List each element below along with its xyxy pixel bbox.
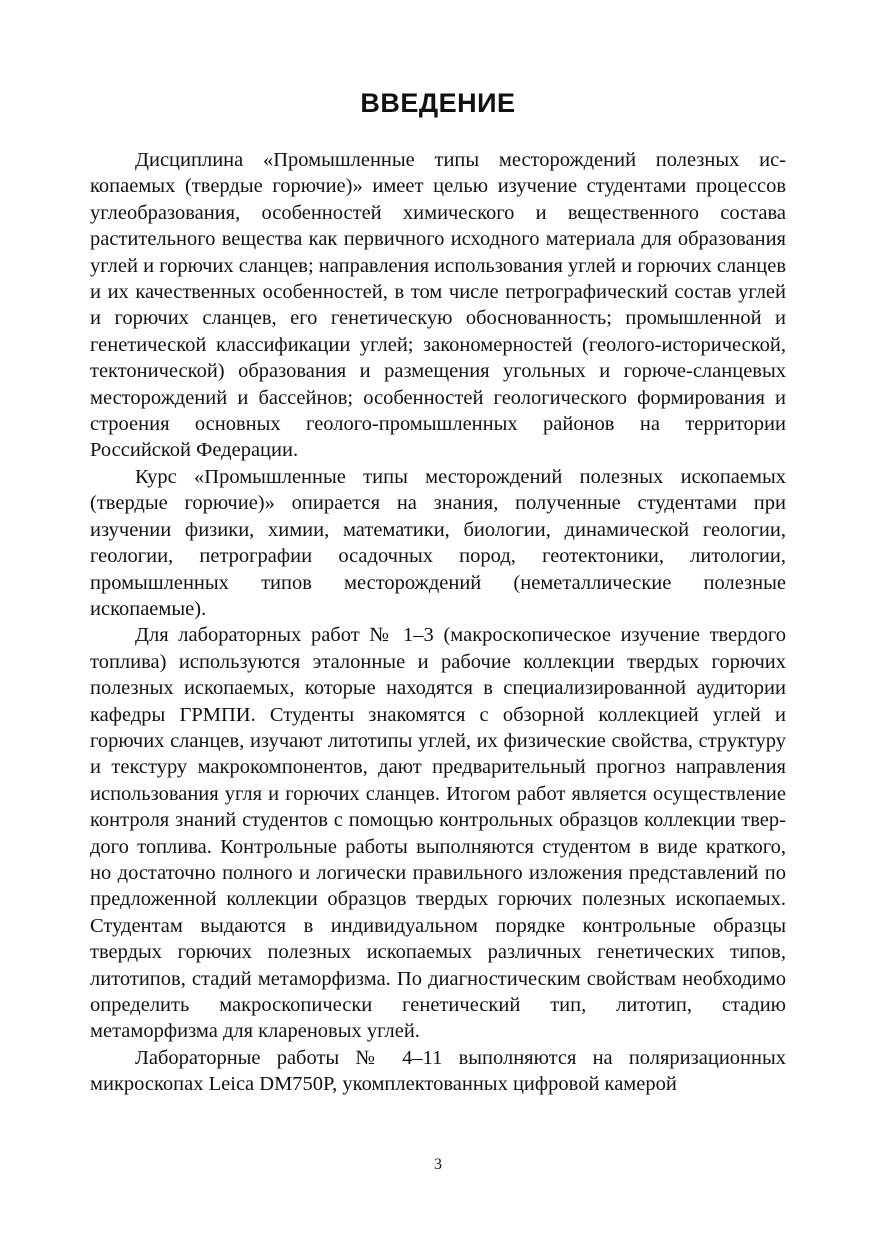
body-text — [90, 147, 786, 1098]
paragraph-labs-1-3: Для лабораторных работ № 1–3 (макроскопическое изучение твердого топлива) используются эталонные и рабочие коллекции твердых горючих полезных ископаемых, которые находятся в специализированной аудитории кафедры ГРМПИ. Студенты знакомятся с обзорной коллекцией углей и горючих сланцев, изучают литотипы углей, их физические свойства, структуру и текстуру макрокомпонентов, дают предварительный прогноз направления использования угля и горючих сланцев. Итогом работ является осуществление контроля знаний студентов с помощью контрольных образцов коллекции твердого топлива. Контрольные работы выполняются студентом в виде краткого, но достаточно полного и логически правильного изложения представлений по предложенной коллекции образцов твердых горючих полезных ископаемых. Студентам выдаются в индивидуальном порядке контрольные образцы твердых горючих полезных ископаемых различных генетических типов, литотипов, стадий метаморфизма. По диагностическим свойствам необходимо определить макроскопически генетический тип, литотип, стадию метаморфизма для клареновых углей. — [90, 624, 786, 1043]
page-number: 3 — [434, 1156, 442, 1173]
paragraph-discipline-goals: Дисциплина «Промышленные типы месторождений полезных ископаемых (твердые горючие)» имеет целью изучение студентами процессов углеобразования, особенностей химического и вещественного состава растительного вещества как первичного исходного материала для образования углей и горючих сланцев; направления использования углей и горючих сланцев и их качественных особенностей, в том числе петрографический состав углей и горючих сланцев, его генетическую обоснованность; промышленной и генетической классификации углей; закономерностей (геолого-исторической, тектонической) образования и размещения угольных и горюче-сланцевых месторождений и бассейнов; особенностей геологического формирования и строения основных геолого-промышленных районов на территории Российской Федерации. — [90, 149, 786, 462]
paragraph-course-prerequisites: Курс «Промышленные типы месторождений полезных ископаемых (твердые горючие)» опирается на знания, полученные студентами при изучении физики, химии, математики, биологии, динамической геологии, геологии, петрографии осадочных пород, геотектоники, литологии, промышленных типов месторождений (неметаллические полезные ископаемые). — [90, 465, 786, 620]
paragraph-labs-4-11: Лабораторные работы № 4–11 выполняются на поляризационных микроскопах Leica DM750P, укомплектованных цифровой камерой — [90, 1046, 786, 1096]
page-title: ВВЕДЕНИЕ — [360, 88, 516, 118]
